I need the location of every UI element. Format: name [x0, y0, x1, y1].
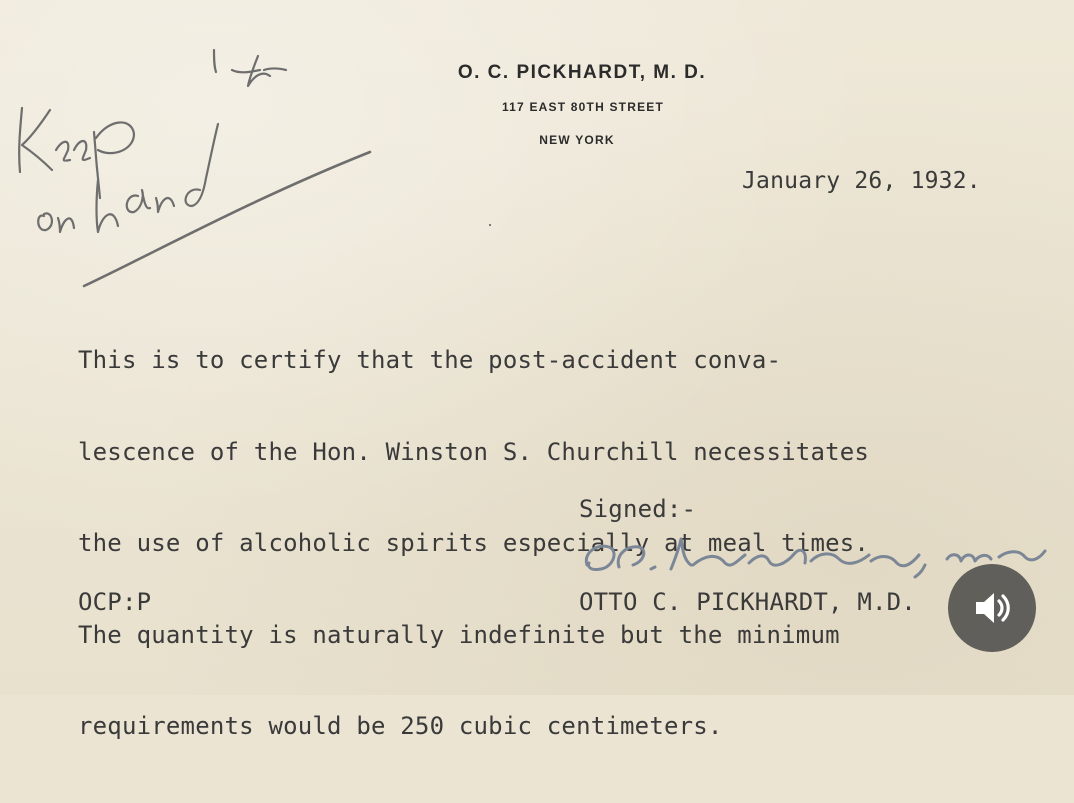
paper-speck [489, 224, 491, 226]
body-line: lescence of the Hon. Winston S. Churchill necessitates [78, 437, 870, 466]
body-line: requirements would be 250 cubic centimeters. [78, 712, 723, 740]
signed-label: Signed:- [579, 495, 697, 523]
letter-body [78, 284, 869, 803]
speaker-icon [970, 586, 1014, 630]
typist-initials: OCP:P [78, 588, 152, 616]
body-line: This is to certify that the post-accident conva- [78, 346, 782, 374]
letter-date: January 26, 1932. [742, 168, 981, 194]
audio-toggle-button[interactable] [948, 564, 1036, 652]
body-line: the use of alcoholic spirits especially at meal times. [78, 529, 870, 557]
letterhead-address: 117 EAST 80TH STREET [501, 100, 665, 114]
letterhead-name: O. C. PICKHARDT, M. D. [457, 62, 707, 83]
handwritten-note [0, 0, 400, 300]
signer-name: OTTO C. PICKHARDT, M.D. [579, 588, 916, 616]
letterhead-city: NEW YORK [539, 133, 615, 147]
body-line: The quantity is naturally indefinite but the minimum [78, 620, 840, 649]
